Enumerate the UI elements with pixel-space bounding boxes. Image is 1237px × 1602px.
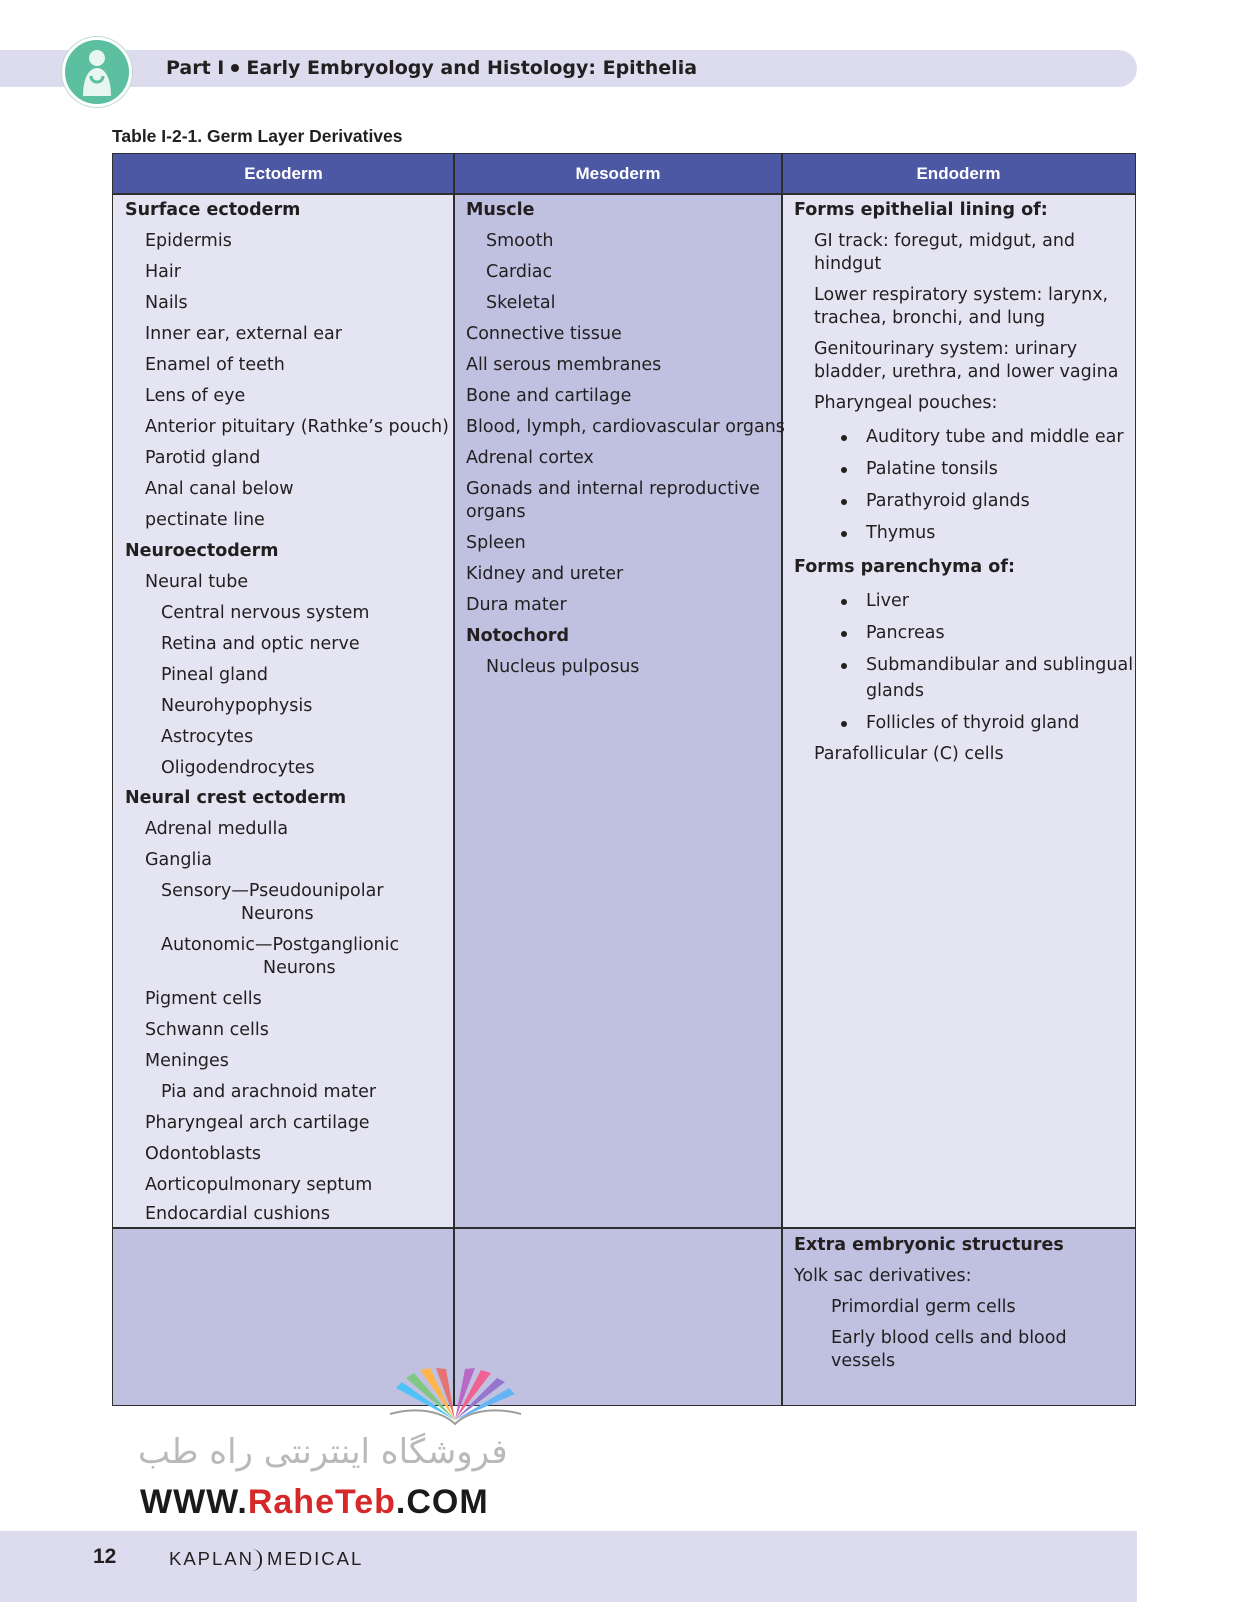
mesoderm-item: Gonads and internal reproductive <box>466 479 760 499</box>
ectoderm-item: Inner ear, external ear <box>145 324 342 344</box>
endoderm-bullet-item: Parathyroid glands <box>866 491 1030 511</box>
ectoderm-item: Anal canal below <box>145 479 294 499</box>
divider <box>453 154 455 1405</box>
ectoderm-heading: Surface ectoderm <box>125 200 301 220</box>
ectoderm-item: Nails <box>145 293 188 313</box>
extra-heading: Extra embryonic structures <box>794 1235 1064 1255</box>
ectoderm-item: Schwann cells <box>145 1020 269 1040</box>
header-title <box>166 57 697 79</box>
mesoderm-item: Connective tissue <box>466 324 622 344</box>
mesoderm-item: Bone and cartilage <box>466 386 632 406</box>
ectoderm-subitem: Central nervous system <box>161 603 370 623</box>
endoderm-item: Parafollicular (C) cells <box>814 744 1004 764</box>
endoderm-bullet-item: Palatine tonsils <box>866 459 998 479</box>
table-title: Table I-2-1. Germ Layer Derivatives <box>112 126 403 146</box>
endoderm-item: hindgut <box>814 254 882 274</box>
ectoderm-subitem: Neurohypophysis <box>161 696 313 716</box>
ectoderm-item: Enamel of teeth <box>145 355 285 375</box>
extra-subitem: Early blood cells and blood <box>831 1328 1067 1348</box>
ectoderm-subitem: Astrocytes <box>161 727 254 747</box>
mesoderm-subitem: Nucleus pulposus <box>486 657 640 677</box>
ectoderm-item: Epidermis <box>145 231 232 251</box>
mesoderm-item: Kidney and ureter <box>466 564 624 584</box>
endoderm-item: Genitourinary system: urinary <box>814 339 1078 359</box>
mesoderm-item: Dura mater <box>466 595 567 615</box>
ectoderm-item: Neural tube <box>145 572 249 592</box>
ectoderm-subitem: Neurons <box>241 904 314 924</box>
ectoderm-item: Aorticopulmonary septum <box>145 1175 373 1195</box>
mesoderm-heading: Muscle <box>466 200 535 220</box>
extra-subitem: Primordial germ cells <box>831 1297 1016 1317</box>
endoderm-bullet-item: glands <box>866 681 925 701</box>
ectoderm-item: Lens of eye <box>145 386 246 406</box>
header-ectoderm: Ectoderm <box>113 154 454 194</box>
ectoderm-item: Adrenal medulla <box>145 819 289 839</box>
ectoderm-item: Odontoblasts <box>145 1144 262 1164</box>
endoderm-item: GI track: foregut, midgut, and <box>814 231 1076 251</box>
publisher-brand: KAPLAN <box>169 1548 255 1569</box>
watermark-url-suffix: .COM <box>395 1483 489 1521</box>
ectoderm-subitem: Sensory—Pseudounipolar <box>161 881 384 901</box>
logo-icon <box>62 37 132 107</box>
mesoderm-subitem: Cardiac <box>486 262 553 282</box>
ectoderm-item: Parotid gland <box>145 448 261 468</box>
endoderm-item: Pharyngeal pouches: <box>814 393 998 413</box>
ectoderm-item: Pigment cells <box>145 989 262 1009</box>
publisher-logo <box>169 1548 363 1571</box>
endoderm-bullet-item: Follicles of thyroid gland <box>866 713 1080 733</box>
mesoderm-subitem: Skeletal <box>486 293 556 313</box>
ectoderm-subitem: Pineal gland <box>161 665 268 685</box>
ectoderm-item: Meninges <box>145 1051 229 1071</box>
ectoderm-item: pectinate line <box>145 510 265 530</box>
ectoderm-item: Hair <box>145 262 181 282</box>
mesoderm-subitem: Smooth <box>486 231 554 251</box>
header-chapter: Early Embryology and Histology: Epithelia <box>246 57 698 79</box>
endoderm-heading: Forms epithelial lining of: <box>794 200 1048 220</box>
divider <box>113 1227 1135 1229</box>
extra-item: Yolk sac derivatives: <box>794 1266 972 1286</box>
endoderm-bullet-item: Submandibular and sublingual <box>866 655 1134 675</box>
header-part: Part I <box>166 57 225 79</box>
ectoderm-item: Pharyngeal arch cartilage <box>145 1113 370 1133</box>
ectoderm-heading: Neural crest ectoderm <box>125 788 347 808</box>
endoderm-item: bladder, urethra, and lower vagina <box>814 362 1119 382</box>
endoderm-bullet-item: Auditory tube and middle ear <box>866 427 1124 447</box>
watermark-url <box>140 1483 489 1522</box>
germ-layer-table <box>112 153 1136 1406</box>
ectoderm-subitem: Retina and optic nerve <box>161 634 360 654</box>
mesoderm-item: All serous membranes <box>466 355 662 375</box>
ectoderm-item: Ganglia <box>145 850 212 870</box>
mesoderm-item: Adrenal cortex <box>466 448 594 468</box>
divider <box>113 193 1135 195</box>
ectoderm-item: Endocardial cushions <box>145 1204 331 1224</box>
mesoderm-heading: Notochord <box>466 626 570 646</box>
watermark-url-brand: RaheTeb <box>247 1483 396 1521</box>
watermark-persian: فروشگاه اینترنتی راه طب <box>138 1432 508 1472</box>
mesoderm-item: organs <box>466 502 526 522</box>
bullet-icon <box>231 64 239 72</box>
ectoderm-subitem: Oligodendrocytes <box>161 758 315 778</box>
extra-subitem: vessels <box>831 1351 896 1371</box>
page-number: 12 <box>93 1545 117 1568</box>
mesoderm-item: Blood, lymph, cardiovascular organs <box>466 417 785 437</box>
endoderm-item: trachea, bronchi, and lung <box>814 308 1046 328</box>
ectoderm-subitem: Pia and arachnoid mater <box>161 1082 377 1102</box>
mesoderm-item: Spleen <box>466 533 526 553</box>
mesoderm-cell <box>454 194 782 1228</box>
endoderm-bullet-item: Thymus <box>866 523 936 543</box>
endoderm-heading: Forms parenchyma of: <box>794 557 1015 577</box>
endoderm-item: Lower respiratory system: larynx, <box>814 285 1109 305</box>
book-logo-icon <box>388 1368 523 1428</box>
endoderm-bullet-item: Liver <box>866 591 909 611</box>
watermark-url-prefix: WWW. <box>140 1483 248 1521</box>
ectoderm-item: Anterior pituitary (Rathke’s pouch) <box>145 417 449 437</box>
endoderm-bullet-item: Pancreas <box>866 623 945 643</box>
kaplan-arc-icon <box>252 1549 262 1571</box>
ectoderm-heading: Neuroectoderm <box>125 541 279 561</box>
ectoderm-subitem: Neurons <box>263 958 336 978</box>
divider <box>781 154 783 1405</box>
ectoderm-subitem: Autonomic—Postganglionic <box>161 935 400 955</box>
publisher-brand-suffix: MEDICAL <box>267 1548 364 1569</box>
header-endoderm: Endoderm <box>782 154 1135 194</box>
header-mesoderm: Mesoderm <box>454 154 782 194</box>
